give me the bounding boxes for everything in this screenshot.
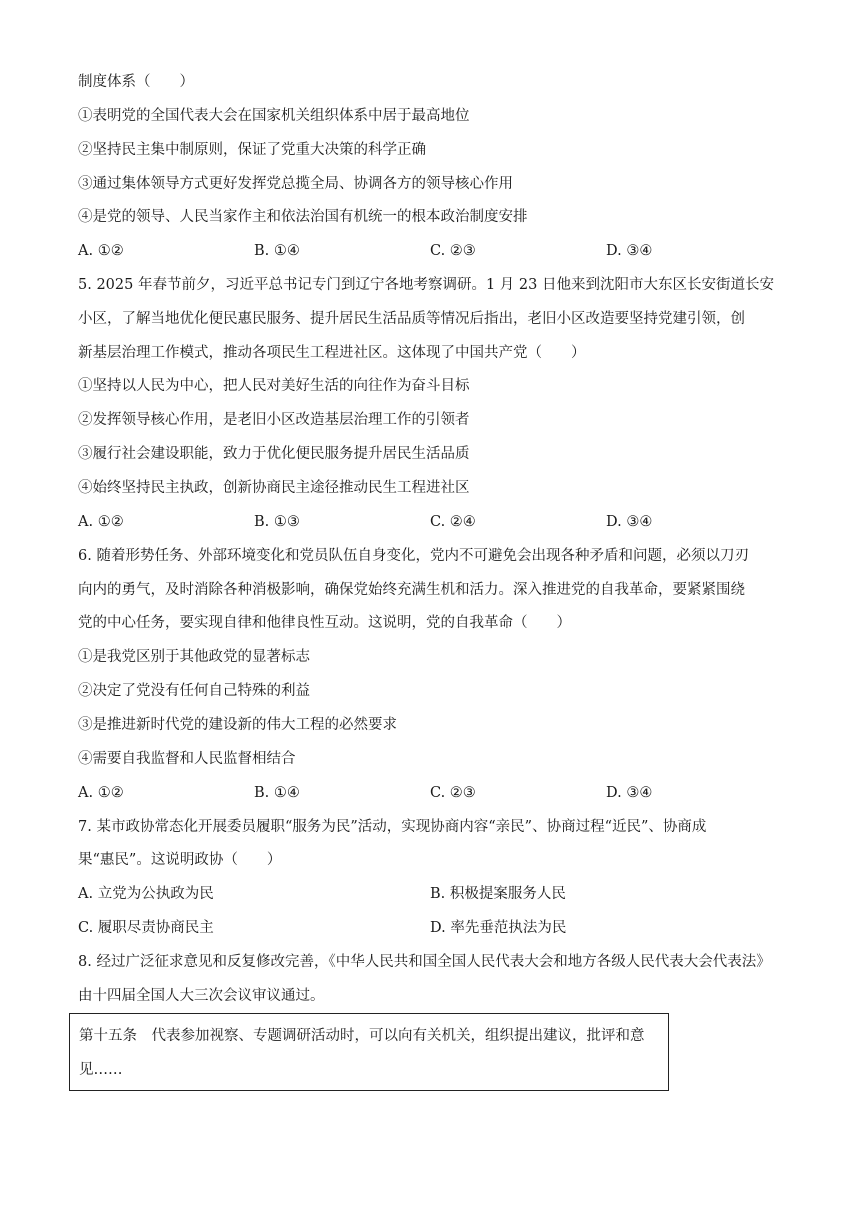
q5-statement-4: ④始终坚持民主执政，创新协商民主途径推动民生工程进社区 (78, 480, 470, 496)
q6-statement-2: ②决定了党没有任何自己特殊的利益 (78, 683, 310, 699)
q4-stem-tail: 制度体系（ ） (78, 74, 194, 90)
q5-stem-line-2: 小区，了解当地优化便民惠民服务、提升居民生活品质等情况后指出，老旧小区改造要坚持党建引领，创 (78, 311, 745, 327)
q4-option-d: D. ③④ (606, 243, 653, 259)
q8-box-line-1: 第十五条 代表参加视察、专题调研活动时，可以向有关机关，组织提出建议，批评和意 (79, 1028, 645, 1044)
q5-option-c: C. ②④ (430, 514, 476, 530)
q8-material-box (69, 1013, 669, 1091)
q4-option-b: B. ①④ (254, 243, 300, 259)
q8-stem-line-2: 由十四届全国人大三次会议审议通过。 (78, 988, 325, 1004)
q5-option-b: B. ①③ (254, 514, 300, 530)
q5-stem-line-1: 5. 2025 年春节前夕，习近平总书记专门到辽宁各地考察调研。1 月 23 日他来到沈阳市大东区长安街道长安 (78, 277, 774, 293)
q5-options (78, 512, 778, 532)
q4-options (78, 241, 778, 261)
q4-statement-3: ③通过集体领导方式更好发挥党总揽全局、协调各方的领导核心作用 (78, 176, 513, 192)
q7-option-b: B. 积极提案服务人民 (430, 886, 566, 902)
q6-statement-3: ③是推进新时代党的建设新的伟大工程的必然要求 (78, 717, 397, 733)
q4-option-c: C. ②③ (430, 243, 476, 259)
q6-statement-4: ④需要自我监督和人民监督相结合 (78, 751, 296, 767)
q6-option-b: B. ①④ (254, 785, 300, 801)
q4-statement-4: ④是党的领导、人民当家作主和依法治国有机统一的根本政治制度安排 (78, 209, 528, 225)
q4-statement-2: ②坚持民主集中制原则，保证了党重大决策的科学正确 (78, 142, 426, 158)
q6-options (78, 783, 778, 803)
q6-option-a: A. ①② (78, 785, 124, 801)
q7-stem-line-1: 7. 某市政协常态化开展委员履职“服务为民”活动，实现协商内容“亲民”、协商过程“近民”、协商成 (78, 819, 707, 835)
q7-options-row-2 (78, 918, 778, 938)
q4-statement-1: ①表明党的全国代表大会在国家机关组织体系中居于最高地位 (78, 108, 470, 124)
q5-stem-line-3: 新基层治理工作模式，推动各项民生工程进社区。这体现了中国共产党（ ） (78, 345, 586, 361)
q8-stem-line-1: 8. 经过广泛征求意见和反复修改完善，《中华人民共和国全国人民代表大会和地方各级人民代表大会代表法》 (78, 954, 771, 970)
q4-option-a: A. ①② (78, 243, 124, 259)
q6-option-d: D. ③④ (606, 785, 653, 801)
q5-option-d: D. ③④ (606, 514, 653, 530)
q5-statement-3: ③履行社会建设职能，致力于优化便民服务提升居民生活品质 (78, 446, 470, 462)
q8-box-line-2: 见…… (79, 1062, 123, 1078)
q7-options-row-1 (78, 884, 778, 904)
q7-stem-line-2: 果“惠民”。这说明政协（ ） (78, 852, 282, 868)
q6-stem-line-3: 党的中心任务，要实现自律和他律良性互动。这说明，党的自我革命（ ） (78, 615, 571, 631)
q5-statement-1: ①坚持以人民为中心，把人民对美好生活的向往作为奋斗目标 (78, 378, 470, 394)
q6-stem-line-2: 向内的勇气，及时消除各种消极影响，确保党始终充满生机和活力。深入推进党的自我革命，要紧紧围绕 (78, 582, 745, 598)
q7-option-d: D. 率先垂范执法为民 (430, 920, 567, 936)
q7-option-a: A. 立党为公执政为民 (78, 886, 214, 902)
q6-stem-line-1: 6. 随着形势任务、外部环境变化和党员队伍自身变化，党内不可避免会出现各种矛盾和问题，必须以刀刃 (78, 548, 749, 564)
q6-statement-1: ①是我党区别于其他政党的显著标志 (78, 649, 310, 665)
q5-statement-2: ②发挥领导核心作用，是老旧小区改造基层治理工作的引领者 (78, 412, 470, 428)
q7-option-c: C. 履职尽责协商民主 (78, 920, 214, 936)
q6-option-c: C. ②③ (430, 785, 476, 801)
q5-option-a: A. ①② (78, 514, 124, 530)
